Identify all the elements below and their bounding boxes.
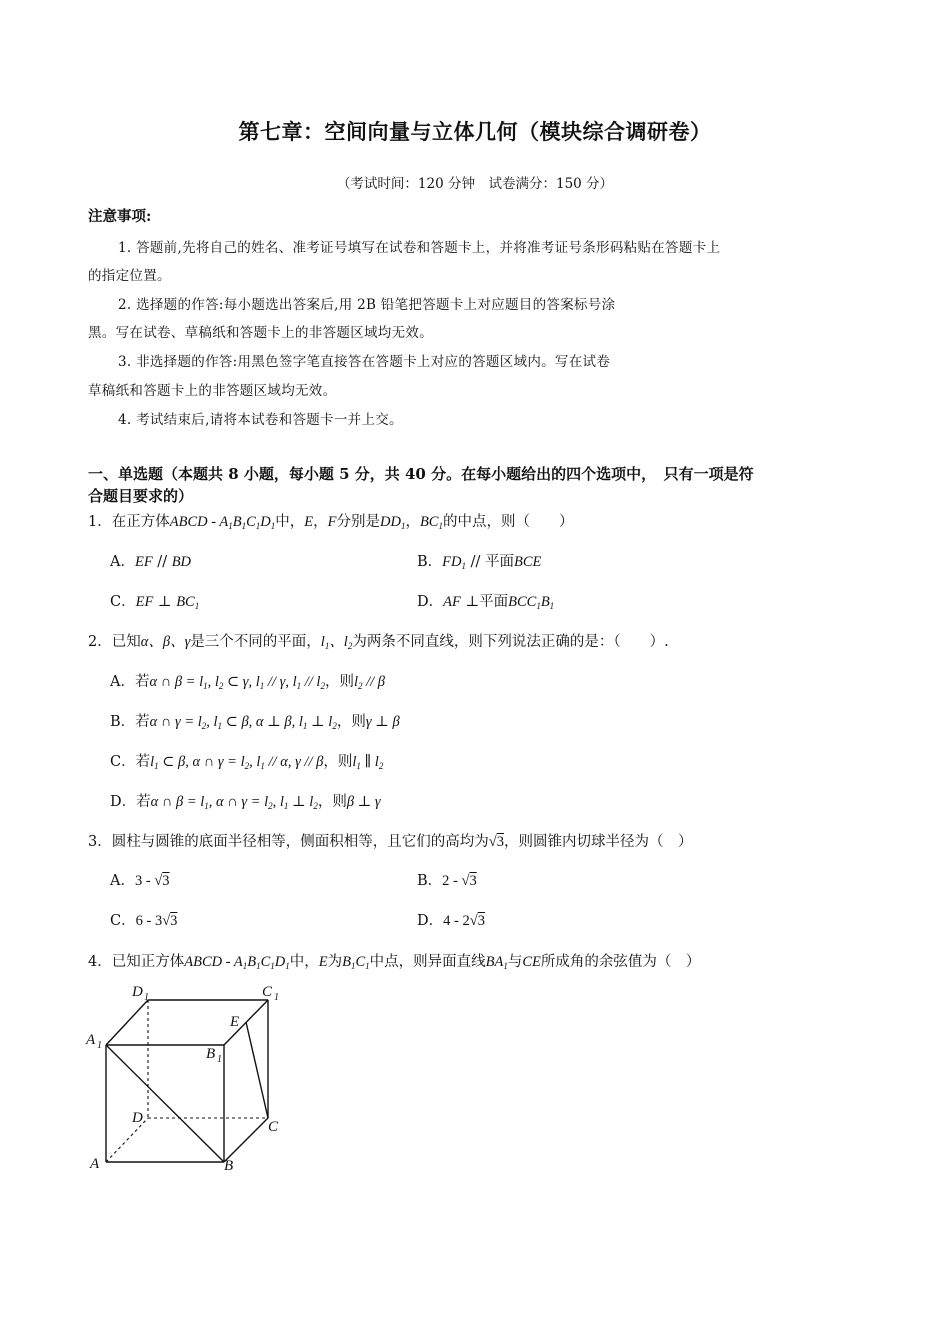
label-b: B bbox=[224, 1158, 234, 1174]
option-a[interactable]: A．若α ∩ $\beta = l_1$, $l_2$ ⊂ γ, $l_1$ // γ, $l_1 // l_2$，则$l_2$ // β bbox=[110, 674, 386, 691]
label-c1-sub: 1 bbox=[274, 992, 279, 1003]
option-a[interactable]: A．3 - √3 bbox=[110, 873, 170, 889]
question-4: 4．已知正方体ABCD - $A_1B_1C_1D_1$中，E为$B_1C_1$中点，则异面直线$BA_1$与CE所成角的余弦值为（ ） bbox=[88, 954, 701, 971]
exam-info: （考试时间：120 分钟 试卷满分：150 分） bbox=[336, 176, 614, 192]
option-c[interactable]: C．6 - 3√3 bbox=[110, 913, 178, 929]
label-c: C bbox=[268, 1119, 279, 1135]
label-a1-sub: 1 bbox=[97, 1040, 102, 1051]
option-b[interactable]: B．2 - √3 bbox=[417, 873, 477, 889]
option-d[interactable]: D．4 - 2√3 bbox=[417, 913, 485, 929]
option-c[interactable]: C．若$l_1$ ⊂ β, α ∩ $\gamma = l_2$, $l_1$ // α, γ // β，则$l_1$ ∥ $l_2$ bbox=[110, 754, 384, 771]
option-d[interactable]: D．AF ⊥平面$BCC_1B_1$ bbox=[417, 594, 555, 611]
edge-bc bbox=[224, 1118, 268, 1162]
label-e: E bbox=[230, 1014, 240, 1030]
question-1: 1．在正方体ABCD - $A_1B_1C_1D_1$中，E，F分别是$DD_1$，$BC_1$的中点，则（ ） bbox=[88, 514, 574, 531]
page-title: 第七章：空间向量与立体几何（模块综合调研卷） bbox=[238, 119, 712, 144]
label-b1: B bbox=[206, 1046, 216, 1062]
notice-heading: 注意事项: bbox=[88, 208, 152, 225]
label-c1: C bbox=[262, 984, 273, 1000]
option-a[interactable]: A．EF // BD bbox=[110, 554, 192, 570]
segment-a1b bbox=[106, 1045, 224, 1162]
edge-a1d1 bbox=[106, 1000, 148, 1045]
notice-line: 1. 答题前,先将自己的姓名、准考证号填写在试卷和答题卡上，并将准考证号条形码粘贴在答题卡上 bbox=[118, 240, 721, 256]
option-b[interactable]: B．若α ∩ $\gamma = l_2$, $l_1$ ⊂ β, α ⊥ β, $l_1$ ⊥ $l_2$，则γ ⊥ β bbox=[110, 714, 400, 731]
section-heading-cont: 合题目要求的） bbox=[88, 487, 194, 505]
label-b1-sub: 1 bbox=[217, 1054, 222, 1065]
notice-line: 的指定位置。 bbox=[88, 268, 171, 284]
option-c[interactable]: C．EF ⊥ $BC_1$ bbox=[110, 594, 200, 611]
notice-line: 4. 考试结束后,请将本试卷和答题卡一并上交。 bbox=[118, 412, 403, 428]
label-d1: D bbox=[132, 984, 143, 1000]
notice-line: 草稿纸和答题卡上的非答题区域均无效。 bbox=[88, 383, 337, 399]
question-2: 2．已知α、β、γ是三个不同的平面，$l_1$、$l_2$为两条不同直线，则下列说法正确的是：（ ）. bbox=[88, 634, 669, 651]
label-d1-sub: 1 bbox=[144, 992, 149, 1003]
question-3: 3．圆柱与圆锥的底面半径相等，侧面积相等，且它们的高均为√3，则圆锥内切球半径为（ ） bbox=[88, 834, 693, 850]
notice-line: 黑。写在试卷、草稿纸和答题卡上的非答题区域均无效。 bbox=[88, 325, 433, 341]
label-d: D bbox=[132, 1110, 143, 1126]
label-a: A bbox=[90, 1156, 100, 1172]
label-a1: A bbox=[86, 1032, 96, 1048]
cube-figure bbox=[80, 978, 300, 1178]
notice-line: 2. 选择题的作答:每小题选出答案后,用 2B 铅笔把答题卡上对应题目的答案标号涂 bbox=[118, 297, 616, 313]
notice-line: 3. 非选择题的作答:用黑色签字笔直接答在答题卡上对应的答题区域内。写在试卷 bbox=[118, 354, 611, 370]
section-heading: 一、单选题（本题共 8 小题，每小题 5 分，共 40 分。在每小题给出的四个选项中， 只有一项是符 bbox=[88, 465, 754, 483]
option-d[interactable]: D．若α ∩ $\beta = l_1$, α ∩ $\gamma = l_2$, $l_1$ ⊥ $l_2$，则β ⊥ γ bbox=[110, 794, 381, 811]
option-b[interactable]: B．$FD_1$ // 平面BCE bbox=[417, 554, 542, 571]
segment-ec bbox=[246, 1022, 268, 1118]
